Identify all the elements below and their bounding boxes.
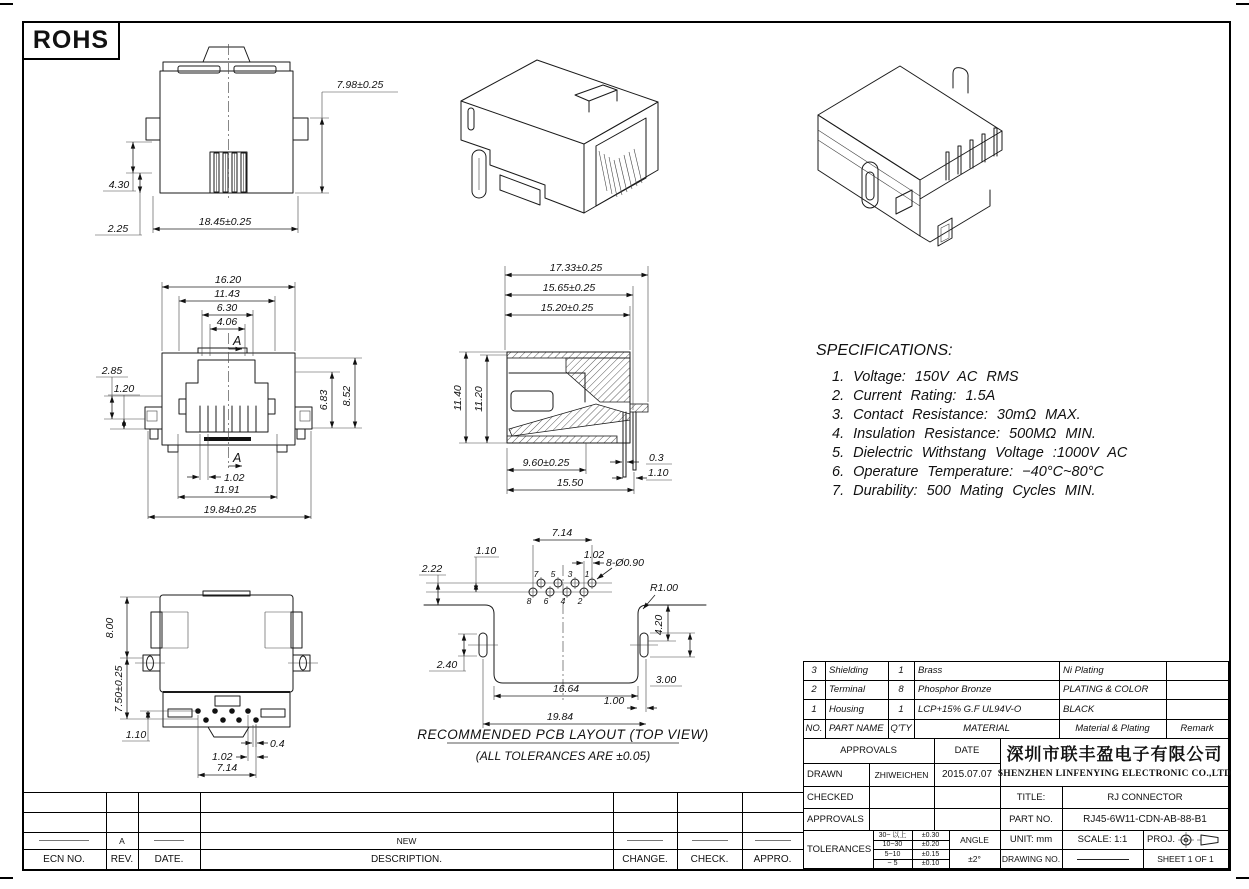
dim-label: 1.00 bbox=[603, 695, 625, 707]
section-label: A bbox=[233, 334, 242, 348]
material-row-qty: 8 bbox=[898, 684, 904, 695]
check-value bbox=[677, 832, 742, 849]
tolerance-value: ±0.10 bbox=[921, 860, 940, 867]
dim-label: 16.64 bbox=[552, 683, 580, 695]
dim-label: 2.25 bbox=[107, 223, 129, 235]
pcb-tolerance-note: (ALL TOLERANCES ARE ±0.05) bbox=[475, 749, 651, 763]
drawn-label: DRAWN bbox=[807, 769, 843, 780]
scale-label: SCALE: 1:1 bbox=[1077, 834, 1128, 845]
revision-header-change: CHANGE. bbox=[622, 853, 668, 865]
material-row-remark bbox=[1166, 680, 1228, 699]
revision-header-description: DESCRIPTION. bbox=[370, 853, 443, 865]
tolerance-value: ±0.15 bbox=[921, 850, 940, 858]
dim-label: 16.20 bbox=[214, 274, 242, 286]
front-view-dimensions bbox=[96, 274, 362, 519]
dim-label: 11.43 bbox=[214, 288, 240, 300]
tolerance-range: 10~30 bbox=[882, 841, 903, 848]
section-label: A bbox=[233, 451, 242, 465]
dim-label: 8-Ø0.90 bbox=[606, 557, 644, 569]
approvals-header: APPROVALS bbox=[840, 745, 897, 756]
revision-header-check: CHECK. bbox=[690, 853, 729, 865]
tolerance-range: 30~ 以上 bbox=[878, 832, 907, 839]
pin-number: 1 bbox=[584, 569, 590, 579]
dim-label: 8.52 bbox=[341, 385, 353, 407]
specifications-title: SPECIFICATIONS: bbox=[816, 342, 953, 359]
drawing-no-label: DRAWING NO. bbox=[1001, 854, 1061, 864]
material-row-no: 1 bbox=[811, 703, 817, 715]
bottom-view-body bbox=[135, 591, 318, 737]
dim-label: 15.50 bbox=[556, 477, 584, 489]
dim-label: 11.20 bbox=[473, 386, 485, 412]
material-row-part: Housing bbox=[829, 703, 864, 715]
dim-label: 15.65±0.25 bbox=[542, 282, 596, 294]
dim-label: 9.60±0.25 bbox=[522, 457, 570, 469]
unit-label: UNIT: mm bbox=[1009, 834, 1053, 845]
material-row-remark bbox=[1166, 699, 1228, 719]
dim-label: 8.00 bbox=[104, 617, 116, 639]
drawn-name: ZHIWEICHEN bbox=[874, 769, 929, 780]
checked-label: CHECKED bbox=[807, 791, 854, 803]
material-row-plating: PLATING & COLOR bbox=[1063, 684, 1149, 695]
materials-header-plating: Material & Plating bbox=[1075, 723, 1150, 734]
proj-label: PROJ. bbox=[1147, 834, 1175, 845]
spec-item: 6. Operature Temperature: −40°C~80°C bbox=[832, 464, 1104, 480]
specifications-block bbox=[816, 342, 1216, 501]
dim-label: 1.02 bbox=[583, 549, 605, 561]
dim-label: 19.84 bbox=[546, 711, 574, 723]
part-no-label: PART NO. bbox=[1009, 813, 1053, 825]
corner-tick bbox=[1236, 3, 1249, 5]
company-name-en: SHENZHEN LINFENYING ELECTRONIC CO.,LTD bbox=[997, 769, 1232, 779]
bottom-view-dimensions bbox=[104, 597, 285, 778]
material-row-plating: Ni Plating bbox=[1063, 665, 1104, 676]
dim-label: 2.40 bbox=[436, 659, 458, 671]
material-row-no: 3 bbox=[811, 665, 817, 676]
projection-cell bbox=[1143, 830, 1232, 849]
dim-label: 11.91 bbox=[214, 484, 240, 496]
materials-header-part: PART NAME bbox=[829, 723, 884, 734]
material-row-material: Brass bbox=[918, 665, 943, 676]
dim-label: 0.4 bbox=[270, 738, 285, 750]
pin-number: 7 bbox=[533, 569, 539, 579]
iso-rear-view-drawing bbox=[815, 50, 1030, 270]
pcb-dimensions bbox=[419, 527, 695, 728]
dim-label: R1.00 bbox=[649, 582, 679, 594]
spec-item: 4. Insulation Resistance: 500MΩ MIN. bbox=[832, 426, 1096, 442]
part-no-value: RJ45-6W11-CDN-AB-88-B1 bbox=[1083, 813, 1207, 825]
description-value: NEW bbox=[396, 835, 417, 846]
material-row-qty: 1 bbox=[898, 665, 904, 676]
revision-strip bbox=[22, 792, 803, 869]
material-row-no: 2 bbox=[811, 684, 817, 695]
dim-label: 7.50±0.25 bbox=[113, 665, 125, 713]
dim-label: 7.98±0.25 bbox=[336, 79, 384, 91]
dim-label: 1.10 bbox=[648, 467, 669, 479]
iso-front-contacts bbox=[599, 149, 642, 197]
pin-number: 4 bbox=[560, 596, 566, 606]
dim-label: 3.00 bbox=[655, 674, 677, 686]
pcb-captions bbox=[417, 727, 709, 763]
approvals-label: APPROVALS bbox=[807, 813, 864, 825]
dim-label: 1.02 bbox=[212, 751, 233, 763]
spec-item: 5. Dielectric Withstang Voltage :1000V AC bbox=[832, 445, 1128, 461]
angle-label: ANGLE bbox=[960, 834, 989, 845]
revision-header-date: DATE. bbox=[154, 853, 184, 865]
dim-label: 4.30 bbox=[108, 179, 130, 191]
pcb-layout-drawing bbox=[418, 525, 768, 775]
materials-header-qty: Q'TY bbox=[890, 723, 912, 734]
dim-label: 1.02 bbox=[224, 472, 245, 484]
bottom-view-drawing bbox=[95, 555, 385, 790]
pin-number: 3 bbox=[567, 569, 573, 579]
pin-number: 6 bbox=[543, 596, 549, 606]
tolerance-range: ~ 5 bbox=[887, 860, 898, 867]
dim-label: 6.83 bbox=[318, 389, 330, 411]
rohs-label: ROHS bbox=[32, 26, 110, 54]
dim-label: 2.22 bbox=[421, 563, 443, 575]
dim-label: 15.20±0.25 bbox=[540, 302, 594, 314]
material-row-part: Terminal bbox=[829, 684, 866, 695]
material-row-part: Shielding bbox=[829, 665, 869, 676]
angle-value: ±2° bbox=[968, 854, 981, 864]
drawing-no-value bbox=[1062, 849, 1143, 869]
front-view-contacts bbox=[200, 406, 256, 432]
dim-label: 4.20 bbox=[653, 614, 665, 636]
ecn-value bbox=[22, 832, 106, 849]
title-label: TITLE: bbox=[1016, 791, 1046, 803]
dim-label: 18.45±0.25 bbox=[198, 216, 252, 228]
material-row-plating: BLACK bbox=[1063, 703, 1095, 715]
rear-view-body bbox=[146, 44, 308, 198]
company-name-cn: 深圳市联丰盈电子有限公司 bbox=[1006, 744, 1223, 764]
rev-value: A bbox=[119, 835, 125, 846]
revision-header-ecn: ECN NO. bbox=[43, 853, 85, 865]
front-view-drawing bbox=[85, 260, 375, 530]
rear-view-drawing bbox=[85, 40, 415, 245]
iso-rear-pins bbox=[946, 128, 997, 180]
dim-label: 7.14 bbox=[551, 527, 573, 539]
pin-number: 2 bbox=[577, 596, 583, 606]
pcb-caption: RECOMMENDED PCB LAYOUT (TOP VIEW) bbox=[417, 727, 709, 742]
front-view-body bbox=[145, 333, 312, 468]
spec-item: 2. Current Rating: 1.5A bbox=[832, 388, 996, 404]
iso-rear-body bbox=[818, 66, 1002, 246]
change-value bbox=[613, 832, 677, 849]
pin-number: 5 bbox=[550, 569, 556, 579]
spec-item: 3. Contact Resistance: 30mΩ MAX. bbox=[832, 407, 1081, 423]
corner-tick bbox=[1236, 877, 1249, 879]
corner-tick bbox=[0, 877, 13, 879]
date-value bbox=[138, 832, 200, 849]
dim-label: 1.20 bbox=[113, 383, 135, 395]
pin-number: 8 bbox=[526, 596, 532, 606]
dim-label: 1.10 bbox=[475, 545, 497, 557]
spec-item: 1. Voltage: 150V AC RMS bbox=[832, 369, 1019, 385]
spec-item: 7. Durability: 500 Mating Cycles MIN. bbox=[832, 483, 1096, 499]
date-header: DATE bbox=[954, 745, 980, 756]
materials-header-remark: Remark bbox=[1180, 723, 1214, 734]
material-row-remark bbox=[1166, 661, 1228, 680]
third-angle-projection-icon bbox=[1177, 832, 1221, 848]
material-row-qty: 1 bbox=[898, 703, 904, 715]
tolerance-value: ±0.30 bbox=[921, 831, 940, 839]
dim-label: 6.30 bbox=[216, 302, 238, 314]
tolerance-value: ±0.20 bbox=[921, 841, 940, 848]
side-section-view-drawing bbox=[425, 258, 720, 528]
title-block bbox=[803, 661, 1232, 869]
materials-header-material: MATERIAL bbox=[963, 723, 1010, 734]
sheet-label: SHEET 1 OF 1 bbox=[1157, 854, 1214, 864]
dim-label: 11.40 bbox=[452, 385, 464, 411]
tolerances-label: TOLERANCES bbox=[807, 844, 872, 855]
appro-value bbox=[742, 832, 803, 849]
dim-label: 0.3 bbox=[649, 452, 664, 464]
dim-label: 17.33±0.25 bbox=[549, 262, 603, 274]
material-row-material: Phosphor Bronze bbox=[918, 684, 992, 695]
dim-label: 7.14 bbox=[216, 762, 238, 774]
iso-front-body bbox=[461, 60, 658, 213]
dim-label: 1.10 bbox=[125, 729, 147, 741]
revision-header-rev: REV. bbox=[110, 853, 134, 865]
iso-front-view-drawing bbox=[430, 45, 710, 255]
material-row-material: LCP+15% G.F UL94V-O bbox=[918, 703, 1022, 715]
materials-header-no: NO. bbox=[805, 723, 823, 734]
corner-tick bbox=[0, 3, 13, 5]
revision-header-appro: APPRO. bbox=[753, 853, 792, 865]
tolerance-range: 5~10 bbox=[884, 850, 901, 858]
dim-label: 19.84±0.25 bbox=[203, 504, 257, 516]
title-value: RJ CONNECTOR bbox=[1107, 791, 1183, 803]
side-view-dimensions bbox=[452, 262, 672, 494]
dim-label: 4.06 bbox=[216, 316, 238, 328]
drawn-date: 2015.07.07 bbox=[941, 769, 993, 780]
dim-label: 2.85 bbox=[101, 365, 123, 377]
bottom-view-pins bbox=[195, 708, 259, 723]
